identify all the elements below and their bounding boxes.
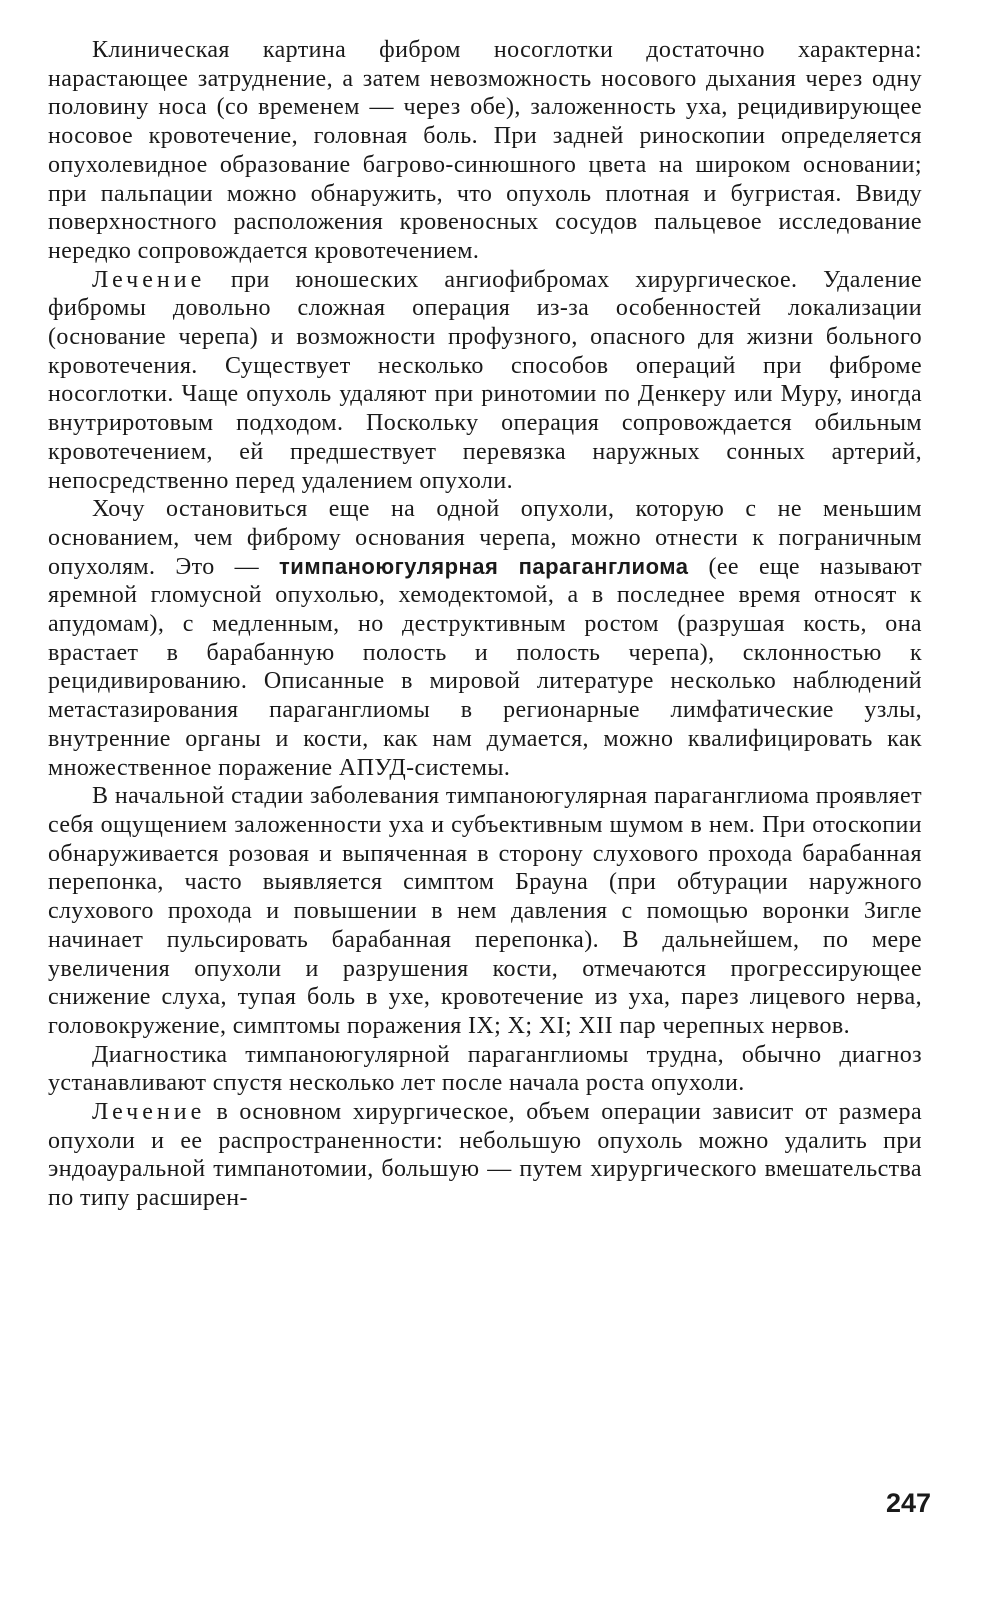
paragraph-treatment-paraganglioma — [48, 1098, 922, 1213]
paragraph-paraganglioma-intro — [48, 495, 922, 782]
paragraph-clinical-picture — [48, 36, 922, 266]
paragraph-text-before: Хочу остановиться еще на одной опухоли, которую с не меньшим основанием, чем фиброму основания черепа, можно отнести к пограничным опухолям. Это — — [48, 496, 922, 580]
book-page-text — [48, 36, 922, 1213]
paragraph-text: в основном хирургическое, объем операции зависит от размера опухоли и ее распространенности: небольшую опухоль можно удалить при эндоауральной тимпанотомии, большую — путем хирургического вмешательства по типу расширен- — [48, 1099, 922, 1212]
paragraph-initial-stage — [48, 782, 922, 1040]
paragraph-lead-word: Лечение — [92, 1099, 206, 1126]
paragraph-text: В начальной стадии заболевания тимпаноюгулярная параганглиома проявляет себя ощущением заложенности уха и субъективным шумом в нем. При отоскопии обнаруживается розовая и выпяченная в сторону слухового прохода барабанная перепонка, часто выявляется симптом Брауна (при обтурации наружного слухового прохода и повышении в нем давления с помощью воронки Зигле начинает пульсировать барабанная перепонка). В дальнейшем, по мере увеличения опухоли и разрушения кости, отмечаются прогрессирующее снижение слуха, тупая боль в ухе, кровотечение из уха, парез лицевого нерва, головокружение, симптомы поражения IX; X; XI; XII пар черепных нервов. — [48, 783, 922, 1039]
page-number: 247 — [885, 1488, 931, 1518]
paragraph-text: Диагностика тимпаноюгулярной параганглиомы трудна, обычно диагноз устанавливают спустя несколько лет после начала роста опухоли. — [48, 1041, 922, 1097]
paragraph-treatment-angiofibroma — [48, 266, 922, 496]
paragraph-diagnostics — [48, 1041, 922, 1098]
paragraph-text-after: (ее еще называют яремной гломусной опухолью, хемодектомой, а в последнее время относят к апудомам), с медленным, но деструктивным ростом (разрушая кость, она врастает в барабанную полость и полость черепа), склонностью к рецидивированию. Описанные в мировой литературе несколько наблюдений метастазирования параганглиомы в регионарные лимфатические узлы, внутренние органы и кости, как нам думается, можно квалифицировать как множественное поражение АПУД-системы. — [48, 553, 923, 781]
term-highlight: тимпаноюгулярная параганглиома — [279, 553, 689, 579]
paragraph-lead-word: Лечение — [92, 266, 206, 293]
paragraph-text: при юношеских ангиофибромах хирургическое. Удаление фибромы довольно сложная операция из-за особенностей локализации (основание черепа) и возможности профузного, опасного для жизни больного кровотечения. Существует несколько способов операций при фиброме носоглотки. Чаще опухоль удаляют при ринотомии по Денкеру или Муру, иногда внутриротовым подходом. Поскольку операция сопровождается обильным кровотечением, ей предшествует перевязка наружных сонных артерий, непосредственно перед удалением опухоли. — [48, 266, 922, 494]
paragraph-text: Клиническая картина фибром носоглотки достаточно характерна: нарастающее затруднение, а затем невозможность носового дыхания через одну половину носа (со временем — через обе), заложенность уха, рецидивирующее носовое кровотечение, головная боль. При задней риноскопии определяется опухолевидное образование багрово-синюшного цвета на широком основании; при пальпации можно обнаружить, что опухоль плотная и бугристая. Ввиду поверхностного расположения кровеносных сосудов пальцевое исследование нередко сопровождается кровотечением. — [48, 37, 922, 264]
